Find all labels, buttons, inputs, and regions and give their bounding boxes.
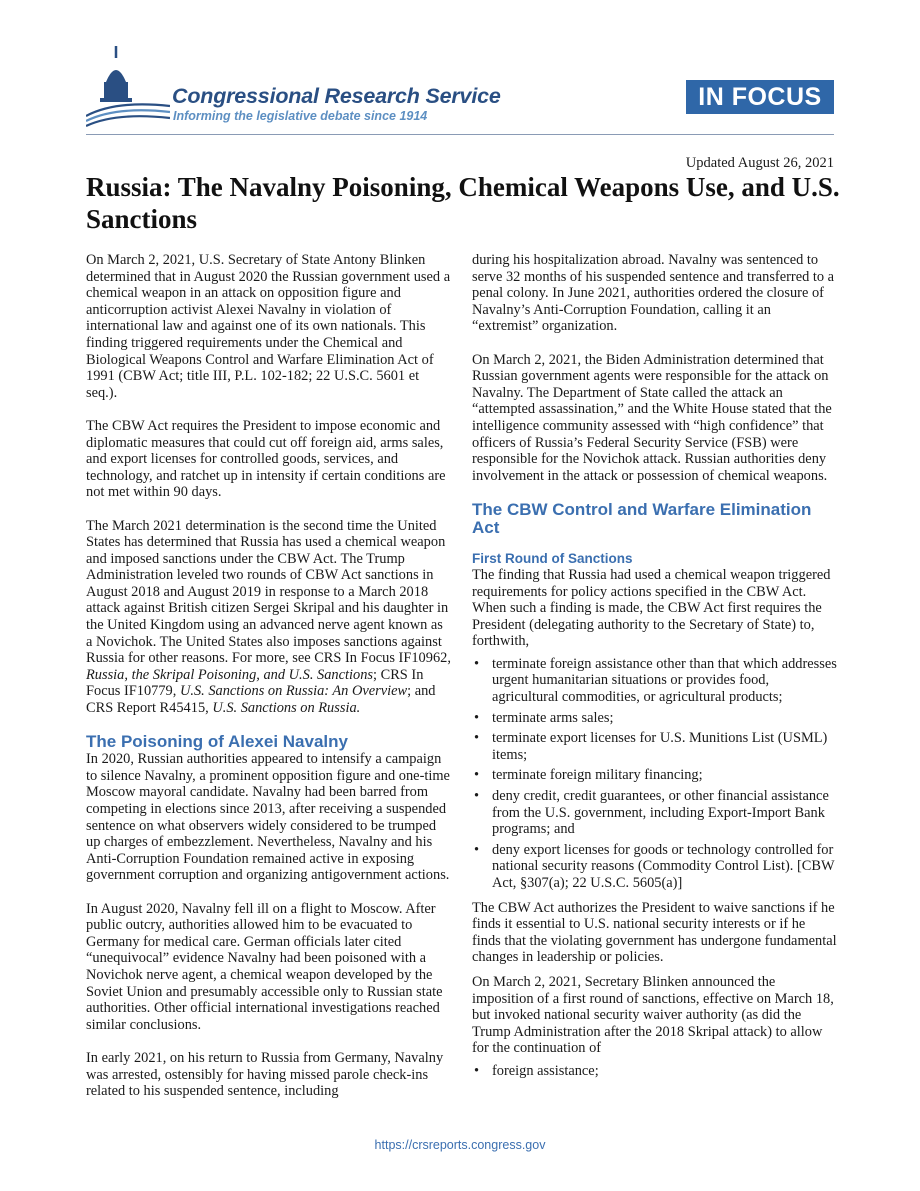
list-item: • deny credit, credit guarantees, or other financial assistance from the U.S. government, including Export-Import Bank programs; and (472, 788, 837, 838)
paragraph: The finding that Russia had used a chemical weapon triggered requirements for policy actions specified in the CBW Act. When such a finding is made, the CBW Act first requires the President (delegating authority to the Secretary of State) to, forthwith, (472, 566, 831, 650)
paragraph: In early 2021, on his return to Russia from Germany, Navalny was arrested, ostensibly for having missed parole check-ins related to his suspended sentence, including (86, 1049, 444, 1100)
paragraph: On March 2, 2021, U.S. Secretary of State Antony Blinken determined that in August 2020 the Russian government used a chemical weapon in an attack on opposition figure and anticorruption activist Alexei Navalny in violation of international law and against one of its own nationals. This finding triggered requirements under the Chemical and Biological Weapons Control and Warfare Elimination Act of 1991 (CBW Act; title III, P.L. 102-182; 22 U.S.C. 5601 et seq.). (86, 252, 451, 401)
waiver-list (472, 1063, 837, 1080)
sanctions-list (472, 656, 837, 892)
list-item: • foreign assistance; (472, 1063, 837, 1080)
list-item: • terminate foreign military financing; (472, 767, 837, 784)
right-column (472, 252, 837, 1088)
capitol-dome-logo-icon (86, 42, 170, 134)
in-focus-badge: IN FOCUS (686, 80, 834, 114)
left-column (86, 252, 451, 1116)
paragraph: In August 2020, Navalny fell ill on a flight to Moscow. After public outcry, authorities allowed him to be evacuated to Germany for medical care. German officials later cited “unequivocal” evidence Navalny had been poisoned with a Novichok nerve agent, a chemical weapon developed by the Soviet Union and presumably accessible only to Russian state authorities. Other official international investigations reached similar conclusions. (86, 900, 443, 1033)
subsection-heading: First Round of Sanctions (472, 550, 633, 566)
paragraph: On March 2, 2021, Secretary Blinken announced the imposition of a first round of sanctions, effective on March 18, but invoked national security waiver authority (as did the Trump Administration after the 2018 Skripal attack) to allow for the continuation of (472, 973, 834, 1057)
organization-tagline: Informing the legislative debate since 1914 (173, 109, 428, 123)
list-item: • deny export licenses for goods or technology controlled for national security reasons (Commodity Control List). [CBW Act, §307(a); 22 U.S.C. 5605(a)] (472, 842, 837, 892)
section-heading: The Poisoning of Alexei Navalny (86, 732, 348, 752)
page-title: Russia: The Navalny Poisoning, Chemical Weapons Use, and U.S. Sanctions (86, 172, 840, 234)
list-item: • terminate export licenses for U.S. Munitions List (USML) items; (472, 730, 837, 763)
updated-date: Updated August 26, 2021 (685, 155, 834, 171)
list-item: • terminate arms sales; (472, 710, 837, 727)
page-header (86, 38, 836, 138)
paragraph: On March 2, 2021, the Biden Administration determined that Russian government agents were responsible for the attack on Navalny. The Department of State called the attack an “attempted assassination,” and the White House stated that the intelligence community assessed with “high confidence” that officers of Russia’s Federal Security Service (FSB) were responsible for the Novichok attack. Russian authorities deny involvement in the attack or possession of chemical weapons. (472, 351, 832, 484)
header-divider (86, 134, 834, 135)
footer-link[interactable]: https://crsreports.congress.gov (374, 1138, 546, 1152)
paragraph: The CBW Act requires the President to impose economic and diplomatic measures that could cut off foreign aid, arms sales, and export licenses for controlled goods, services, and technology, and ratchet up in intensity if certain conditions are not met within 90 days. (86, 417, 446, 501)
section-heading: The CBW Control and Warfare Elimination Act (472, 499, 812, 537)
list-item: • terminate foreign assistance other than that which addresses urgent humanitarian situations or provides food, agricultural commodities, or agricultural products; (472, 656, 837, 706)
paragraph: In 2020, Russian authorities appeared to intensify a campaign to silence Navalny, a prominent opposition figure and one-time Moscow mayoral candidate. Navalny had been barred from competing in elections since 2013, after receiving a suspended sentence on what observers widely considered to be trumped up charges of embezzlement. Nevertheless, Navalny and his Anti-Corruption Foundation remained active in exposing government corruption and organizing antigovernment actions. (86, 751, 450, 884)
paragraph: during his hospitalization abroad. Navalny was sentenced to serve 32 months of his suspended sentence and transferred to a penal colony. In June 2021, authorities ordered the closure of Navalny’s Anti-Corruption Foundation, calling it an “extremist” organization. (472, 252, 835, 335)
paragraph: The CBW Act authorizes the President to waive sanctions if he finds it essential to U.S. national security interests or if he finds that the violating government has undergone fundamental changes in leadership or policies. (472, 899, 837, 966)
paragraph: The March 2021 determination is the second time the United States has determined that Russia has used a chemical weapon and imposed sanctions under the CBW Act. The Trump Administration leveled two rounds of CBW Act sanctions in August 2018 and August 2019 in response to a March 2018 attack against British citizen Sergei Skripal and his daughter in the United Kingdom using an advanced nerve agent known as a Novichok. The United States also imposes sanctions against Russia for other reasons. For more, see CRS In Focus IF10962, Russia, the Skripal Poisoning, and U.S. Sanctions; CRS In Focus IF10779, U.S. Sanctions on Russia: An Overview; and CRS Report R45415, U.S. Sanctions on Russia. (86, 517, 451, 717)
organization-name: Congressional Research Service (172, 84, 501, 108)
